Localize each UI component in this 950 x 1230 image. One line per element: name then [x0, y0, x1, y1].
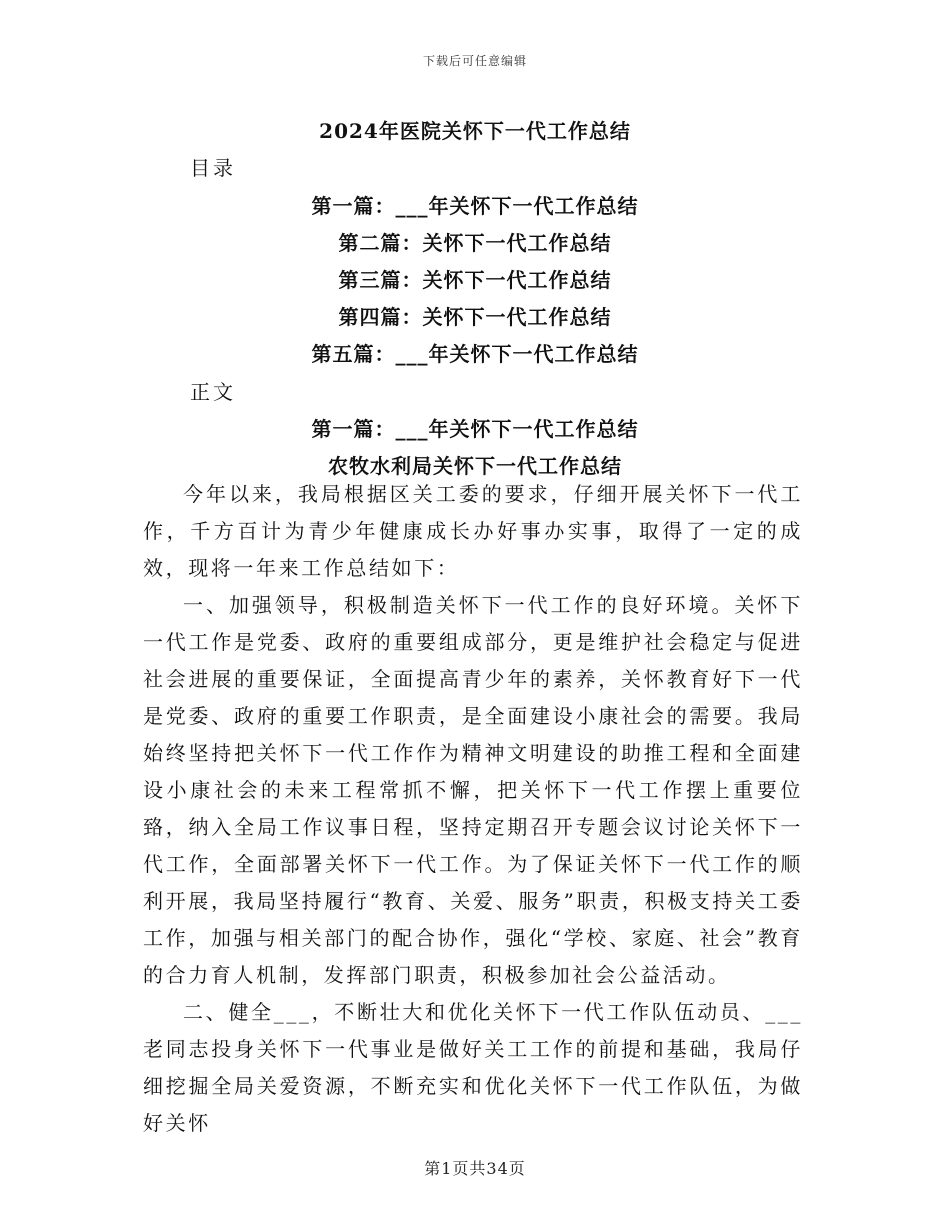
paragraph: 二、健全___，不断壮大和优化关怀下一代工作队伍动员、___老同志投身关怀下一代事业是做好关工工作的前提和基础，我局仔细挖掘全局关爱资源，不断充实和优化关怀下一代工作队伍，为做好关怀 — [143, 1000, 803, 1135]
article-body — [143, 476, 803, 1142]
paragraph: 一、加强领导，积极制造关怀下一代工作的良好环境。关怀下一代工作是党委、政府的重要组成部分，更是维护社会稳定与促进社会进展的重要保证，全面提高青少年的素养，关怀教育好下一代是党委、政府的重要工作职责，是全面建设小康社会的需要。我局始终坚持把关怀下一代工作作为精神文明建设的助推工程和全面建设小康社会的未来工程常抓不懈，把关怀下一代工作摆上重要位臵，纳入全局工作议事日程，坚持定期召开专题会议讨论关怀下一代工作，全面部署关怀下一代工作。为了保证关怀下一代工作的顺利开展，我局坚持履行“教育、关爱、服务”职责，积极支持关工委工作，加强与相关部门的配合协作，强化“学校、家庭、社会”教育的合力育人机制，发挥部门职责，积极参加社会公益活动。 — [143, 593, 803, 987]
toc-item[interactable]: 第一篇：___年关怀下一代工作总结 — [311, 194, 639, 218]
toc-item[interactable]: 第五篇：___年关怀下一代工作总结 — [311, 342, 639, 366]
body-label: 正文 — [190, 380, 236, 404]
toc-label: 目录 — [190, 156, 236, 180]
paragraph: 今年以来，我局根据区关工委的要求，仔细开展关怀下一代工作，千方百计为青少年健康成长办好事办实事，取得了一定的成效，现将一年来工作总结如下： — [143, 482, 803, 580]
section-title: 第一篇：___年关怀下一代工作总结 — [311, 417, 639, 441]
toc-item[interactable]: 第三篇：关怀下一代工作总结 — [338, 268, 612, 292]
toc-item[interactable]: 第四篇：关怀下一代工作总结 — [338, 305, 612, 329]
toc-item[interactable]: 第二篇：关怀下一代工作总结 — [338, 231, 612, 255]
page-footer: 第1页共34页 — [424, 1159, 526, 1178]
page-header: 下载后可任意编辑 — [422, 54, 527, 68]
article-title: 农牧水利局关怀下一代工作总结 — [328, 454, 622, 478]
document-title: 2024年医院关怀下一代工作总结 — [319, 119, 631, 143]
